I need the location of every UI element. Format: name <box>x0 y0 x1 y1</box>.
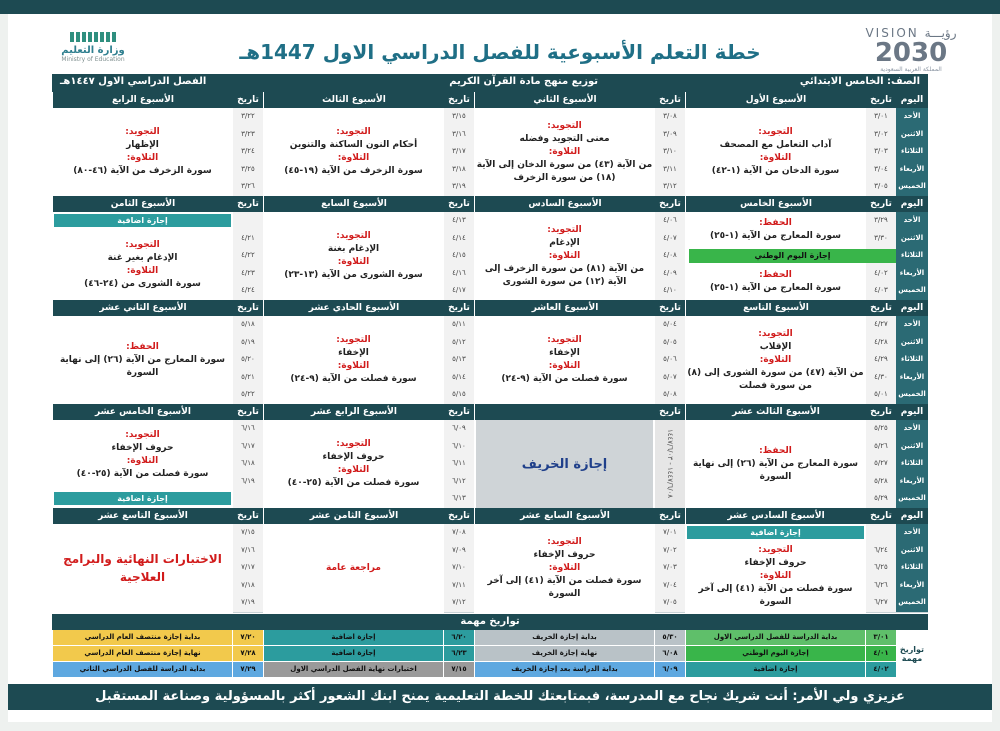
content-line: التلاوة: <box>548 361 581 371</box>
national-day-bar: إجازة اليوم الوطني <box>689 249 896 263</box>
important-date: ٦/٢٣ <box>444 646 474 661</box>
date-cell <box>233 212 263 231</box>
date-cell: ٥/٠٨ <box>655 386 685 405</box>
week-title: الأسبوع السابع <box>264 196 444 212</box>
day-header: اليوم <box>896 404 928 420</box>
important-date: ٣/٠١ <box>866 630 896 645</box>
date-cell: ٤/٠٦ <box>655 212 685 231</box>
date-cell: ٦/١٧ <box>233 438 263 457</box>
day-name: الأحد <box>896 524 928 543</box>
date-cell: ٣/١٠ <box>655 143 685 162</box>
date-cell: ٥/٢٨ <box>866 473 896 492</box>
content-line: سورة فصلت من الآية (٢٥-٤٠) <box>287 478 420 488</box>
important-date: ٦/٠٨ <box>655 646 685 661</box>
date-cell: ٥/٠١ <box>866 386 896 405</box>
content-line: التجويد: <box>125 239 160 250</box>
content-line: حروف الإخفاء <box>744 558 807 569</box>
date-cell: ٣/٢٩ <box>866 212 896 231</box>
content-line: سورة الشورى من (٢٤-٤٦) <box>84 278 201 289</box>
content-line: الإقلاب <box>759 341 792 352</box>
ministry-emblem-icon <box>48 32 138 42</box>
week-content <box>687 265 864 300</box>
date-cell: ٦/١١ <box>444 455 474 474</box>
important-date: ٧/١٥ <box>444 662 474 677</box>
date-header: تاريخ <box>443 404 474 420</box>
weekly-plan-grid <box>52 74 928 673</box>
content-line: الإدغام بغنة <box>327 244 380 254</box>
day-name: الاثنين <box>896 126 928 145</box>
day-header: اليوم <box>896 92 928 108</box>
date-cell: ٣/٠١ <box>866 108 896 127</box>
date-cell: ٣/٠٤ <box>866 161 896 180</box>
vision-year: 2030 <box>874 38 948 68</box>
date-cell: ٣/١٦ <box>444 126 474 145</box>
content-line: التجويد: <box>758 127 793 137</box>
date-cell: ٤/٢٢ <box>233 247 263 266</box>
important-date: ٤/٠٢ <box>866 662 896 677</box>
date-cell: ٤/٣٠ <box>866 369 896 388</box>
date-cell: ٥/٢٩ <box>866 490 896 509</box>
week-title: الأسبوع الثالث <box>264 92 444 108</box>
date-cell: ٧/١٦ <box>233 542 263 561</box>
date-header: تاريخ <box>865 300 896 316</box>
content-line: حروف الإخفاء <box>111 443 174 454</box>
date-cell: ٤/٢٩ <box>866 351 896 370</box>
date-cell: ٧/١٥ <box>233 524 263 543</box>
date-cell: ٥/٠٥ <box>655 334 685 353</box>
date-cell: ٤/٢٤ <box>233 282 263 301</box>
day-name: الأحد <box>896 108 928 127</box>
vision-sub: المملكة العربية السعودية <box>880 66 942 73</box>
date-cell: ٦/٢٥ <box>866 559 896 578</box>
date-cell: ٦/٢٤ <box>866 542 896 561</box>
day-name: الأربعاء <box>896 161 928 180</box>
week-title: الأسبوع التاسع عشر <box>53 508 233 524</box>
content-line: من الآية (٨١) من سورة الزخرف إلى الآية (١٢) من سورة الشورى <box>484 263 645 287</box>
date-header: تاريخ <box>232 196 263 212</box>
top-bar <box>0 0 1000 14</box>
autumn-holiday-dates: ١٤٤٧/٦/٠٨ - ١٤٤٧/٦/٠٣ <box>655 420 685 508</box>
week-content <box>265 212 442 300</box>
date-cell: ٦/٢٦ <box>866 577 896 596</box>
date-cell: ٥/٢١ <box>233 369 263 388</box>
week-content <box>687 542 864 612</box>
content-line: الحفظ: <box>759 217 792 228</box>
content-line: التجويد: <box>547 120 582 131</box>
day-name: الاثنين <box>896 230 928 249</box>
week-content <box>687 420 864 508</box>
week-title: الأسبوع الثاني <box>475 92 655 108</box>
week-content <box>687 108 864 196</box>
content-line: التجويد: <box>336 127 371 137</box>
date-cell: ٣/٠٩ <box>655 126 685 145</box>
date-header: تاريخ <box>654 404 685 420</box>
date-header: تاريخ <box>865 92 896 108</box>
date-cell: ٥/٠٧ <box>655 369 685 388</box>
week-title: الأسبوع التاسع <box>686 300 866 316</box>
day-name: الأحد <box>896 212 928 231</box>
date-header: تاريخ <box>443 508 474 524</box>
important-event: نهاية إجازة منتصف العام الدراسي <box>53 646 232 661</box>
week-content <box>54 108 231 196</box>
date-cell: ٧/٠١ <box>655 524 685 543</box>
week-content <box>265 420 442 508</box>
date-cell: ٥/١٨ <box>233 316 263 335</box>
date-header: تاريخ <box>865 196 896 212</box>
week-title: الأسبوع العاشر <box>475 300 655 316</box>
date-cell: ٦/١٨ <box>233 455 263 474</box>
day-name: الاثنين <box>896 438 928 457</box>
date-cell: ٣/٢٣ <box>233 126 263 145</box>
date-cell: ٣/١٢ <box>655 178 685 197</box>
important-event: بداية الدراسة للفصل الدراسي الثاني <box>53 662 232 677</box>
content-line: التجويد: <box>758 328 793 339</box>
ministry-en: Ministry of Education <box>61 56 125 63</box>
week-title: الأسبوع السابع عشر <box>475 508 655 524</box>
date-cell: ٧/١٠ <box>444 559 474 578</box>
date-cell: ٤/٢٣ <box>233 265 263 284</box>
week-content <box>476 524 653 612</box>
content-line: التجويد: <box>758 545 793 556</box>
ministry-ar: وزارة التعليم <box>61 45 125 56</box>
date-cell: ٦/١٢ <box>444 473 474 492</box>
important-date: ٧/٢٨ <box>233 646 263 661</box>
content-line: التلاوة: <box>759 571 792 582</box>
date-cell: ٤/١٥ <box>444 247 474 266</box>
week-title: الأسبوع الخامس <box>686 196 866 212</box>
day-name: الخميس <box>896 178 928 197</box>
date-cell: ٥/١٢ <box>444 334 474 353</box>
content-line: حروف الإخفاء <box>533 549 596 560</box>
content-line: التجويد: <box>336 439 371 449</box>
date-cell: ٣/٠٨ <box>655 108 685 127</box>
footer-message: عزيزي ولي الأمر: أنت شريك نجاح مع المدرسة، فبمتابعتك للخطة التعليمية يمنح ابنك الشعور أكثر بالمسؤولية وصناعة المستقبل <box>8 684 992 710</box>
date-cell: ٣/١٥ <box>444 108 474 127</box>
day-name: الأحد <box>896 316 928 335</box>
date-cell: ٥/١١ <box>444 316 474 335</box>
day-name: الاثنين <box>896 334 928 353</box>
day-name: الخميس <box>896 386 928 405</box>
content-line: سورة فصلت من الآية (٩-٢٤) <box>501 374 628 384</box>
content-line: التلاوة: <box>548 250 581 261</box>
important-dates-label: تواريخ مهمة <box>896 630 928 678</box>
date-header: تاريخ <box>654 508 685 524</box>
term-label: الفصل الدراسي الاول ١٤٤٧هـ <box>60 76 207 87</box>
date-cell: ٣/٠٢ <box>866 126 896 145</box>
content-line: سورة المعارج من الآية (١-٢٥) <box>710 283 841 294</box>
day-name: الأحد <box>896 420 928 439</box>
date-header: تاريخ <box>443 196 474 212</box>
date-cell: ٤/١٤ <box>444 230 474 249</box>
date-cell: ٣/٢٥ <box>233 161 263 180</box>
date-cell: ٦/١٣ <box>444 490 474 509</box>
day-name: الثلاثاء <box>896 455 928 474</box>
content-line: التلاوة: <box>548 146 581 157</box>
date-cell: ٤/١٠ <box>655 282 685 301</box>
date-header: تاريخ <box>443 92 474 108</box>
important-event: إجازة اليوم الوطني <box>686 646 865 661</box>
important-date: ٥/٣٠ <box>655 630 685 645</box>
important-event: بداية الدراسة للفصل الدراسي الاول <box>686 630 865 645</box>
date-cell: ٧/١٨ <box>233 577 263 596</box>
content-line: حروف الإخفاء <box>322 452 385 462</box>
date-cell: ٥/٠٤ <box>655 316 685 335</box>
date-cell: ٤/٠٨ <box>655 247 685 266</box>
date-header: تاريخ <box>654 92 685 108</box>
content-line: سورة الزخرف من الآية (٤٦-٨٠) <box>73 166 212 176</box>
date-cell: ٧/٠٤ <box>655 577 685 596</box>
week-content <box>265 108 442 196</box>
week-content <box>265 524 442 612</box>
date-cell <box>866 524 896 543</box>
vision-en: VISION <box>865 26 919 40</box>
date-cell: ٣/٠٣ <box>866 143 896 162</box>
important-event: إجازة اضافية <box>264 630 443 645</box>
date-cell <box>233 490 263 509</box>
content-line: الإخفاء <box>338 348 369 358</box>
day-name: الثلاثاء <box>896 143 928 162</box>
important-date: ٦/٢٠ <box>444 630 474 645</box>
date-cell: ٥/١٩ <box>233 334 263 353</box>
important-date: ٧/٢٩ <box>233 662 263 677</box>
important-event: نهاية إجازة الخريف <box>475 646 654 661</box>
date-cell: ٦/٢٧ <box>866 594 896 613</box>
extra-holiday-bar: إجازة اضافية <box>54 214 231 227</box>
date-cell: ٦/١٦ <box>233 420 263 439</box>
subject-label: توزيع منهج مادة القرآن الكريم <box>449 76 598 87</box>
content-line: الإخفاء <box>549 348 580 358</box>
content-line: سورة الدخان من الآية (١-٤٢) <box>711 166 840 176</box>
content-line: سورة فصلت من الآية (٩-٢٤) <box>290 374 417 384</box>
day-header: اليوم <box>896 300 928 316</box>
ministry-logo <box>48 32 138 77</box>
day-header: اليوم <box>896 508 928 524</box>
date-cell: ٧/٠٣ <box>655 559 685 578</box>
date-cell: ٧/١٩ <box>233 594 263 613</box>
day-name: الخميس <box>896 282 928 301</box>
date-cell: ٤/٠٩ <box>655 265 685 284</box>
content-line: الإظهار <box>126 140 159 150</box>
week-title: الأسبوع الثاني عشر <box>53 300 233 316</box>
important-event: بداية إجازة منتصف العام الدراسي <box>53 630 232 645</box>
content-line: التجويد: <box>336 231 371 241</box>
content-line: أحكام النون الساكنة والتنوين <box>289 140 418 150</box>
date-cell: ٥/٢٢ <box>233 386 263 405</box>
content-line: التجويد: <box>336 335 371 345</box>
date-cell: ٤/١٣ <box>444 212 474 231</box>
date-cell: ٥/١٥ <box>444 386 474 405</box>
date-cell: ٥/٢٦ <box>866 438 896 457</box>
content-line: التلاوة: <box>126 265 159 276</box>
date-cell: ٣/٣٠ <box>866 230 896 249</box>
day-name: الأربعاء <box>896 577 928 596</box>
week-title <box>475 404 655 420</box>
content-line: التلاوة: <box>548 562 581 573</box>
date-header: تاريخ <box>232 404 263 420</box>
week-title: الأسبوع الحادي عشر <box>264 300 444 316</box>
day-name: الاثنين <box>896 542 928 561</box>
week-content <box>54 230 231 300</box>
date-header: تاريخ <box>232 300 263 316</box>
content-line: سورة فصلت من الآية (٤١) إلى آخر السورة <box>698 584 853 608</box>
date-cell: ٥/٠٦ <box>655 351 685 370</box>
content-line: الاختبارات النهائية والبرامج العلاجية <box>63 552 222 584</box>
content-line: من الآية (٤٧) من سورة الشورى إلى (٨) من سورة فصلت <box>687 367 864 391</box>
content-line: التجويد: <box>547 536 582 547</box>
week-title: الأسبوع الرابع <box>53 92 233 108</box>
content-line: سورة المعارج من الآية (٢٦) إلى نهاية السورة <box>59 354 226 378</box>
important-dates-title: تواريخ مهمة <box>52 614 928 630</box>
date-cell: ٤/٢٨ <box>866 334 896 353</box>
date-cell: ٧/٠٢ <box>655 542 685 561</box>
date-header: تاريخ <box>654 196 685 212</box>
content-line: الحفظ: <box>759 445 792 456</box>
date-cell: ٥/٢٥ <box>866 420 896 439</box>
date-header: تاريخ <box>865 508 896 524</box>
content-line: سورة فصلت من الآية (٤١) إلى آخر السورة <box>487 575 642 599</box>
date-cell: ٣/٠٥ <box>866 178 896 197</box>
content-line: الإدغام بغير غنة <box>107 252 178 263</box>
content-line: التلاوة: <box>337 465 370 475</box>
date-header: تاريخ <box>232 508 263 524</box>
date-header: تاريخ <box>232 92 263 108</box>
date-cell: ٧/٠٩ <box>444 542 474 561</box>
autumn-holiday-box: إجازة الخريف <box>476 420 653 508</box>
date-cell: ٥/١٤ <box>444 369 474 388</box>
date-cell: ٥/٢٧ <box>866 455 896 474</box>
date-cell: ٦/٠٩ <box>444 420 474 439</box>
week-title: الأسبوع الرابع عشر <box>264 404 444 420</box>
date-cell: ٣/٢٤ <box>233 143 263 162</box>
content-line: الحفظ: <box>126 341 159 352</box>
week-title: الأسبوع الثالث عشر <box>686 404 866 420</box>
content-line: سورة المعارج من الآية (٢٦) إلى نهاية السورة <box>692 458 859 482</box>
day-name: الخميس <box>896 594 928 613</box>
date-cell: ٤/٠٢ <box>866 265 896 284</box>
important-event: إجازة اضافية <box>686 662 865 677</box>
week-title: الأسبوع الثامن <box>53 196 233 212</box>
important-event: بداية الدراسة بعد إجازة الخريف <box>475 662 654 677</box>
page-title: خطة التعلم الأسبوعية للفصل الدراسي الاول 1447هـ <box>239 40 761 64</box>
content-line: التلاوة: <box>337 257 370 267</box>
grade-label: الصف: الخامس الابتدائي <box>799 76 920 87</box>
content-line: التلاوة: <box>337 153 370 163</box>
week-title: الأسبوع الخامس عشر <box>53 404 233 420</box>
week-content <box>265 316 442 404</box>
content-line: التلاوة: <box>126 456 159 467</box>
content-line: التلاوة: <box>759 153 792 163</box>
content-line: سورة الشورى من الآية (١٣-٢٣) <box>284 270 423 280</box>
week-content <box>54 524 231 612</box>
info-row <box>52 74 928 92</box>
date-cell: ٣/٢٦ <box>233 178 263 197</box>
vision-2030-logo <box>846 26 976 76</box>
week-content <box>54 420 231 490</box>
content-line: آداب التعامل مع المصحف <box>719 140 832 150</box>
week-title: الأسبوع الثامن عشر <box>264 508 444 524</box>
content-line: التلاوة: <box>759 354 792 365</box>
extra-holiday-bar: إجازة اضافية <box>54 492 231 505</box>
day-header: اليوم <box>896 196 928 212</box>
extra-holiday-bar: إجازة اضافية <box>687 526 864 539</box>
important-event: إجازة اضافية <box>264 646 443 661</box>
week-content <box>687 316 864 404</box>
date-cell: ٣/١٧ <box>444 143 474 162</box>
content-line: التجويد: <box>125 430 160 441</box>
content-line: سورة فصلت من الآية (٢٥-٤٠) <box>76 469 209 480</box>
date-cell: ٤/٢١ <box>233 230 263 249</box>
day-name: الأربعاء <box>896 369 928 388</box>
content-line: سورة المعارج من الآية (١-٢٥) <box>710 230 841 241</box>
date-cell: ٥/١٣ <box>444 351 474 370</box>
date-cell: ٥/٢٠ <box>233 351 263 370</box>
content-line: التجويد: <box>547 224 582 235</box>
content-line: من الآية (٤٣) من سورة الدخان إلى الآية (١٨) من سورة الزخرف <box>476 159 653 183</box>
day-name: الثلاثاء <box>896 351 928 370</box>
week-title: الأسبوع السادس عشر <box>686 508 866 524</box>
date-header: تاريخ <box>654 300 685 316</box>
day-name: الأربعاء <box>896 473 928 492</box>
date-cell: ٣/١٩ <box>444 178 474 197</box>
date-cell: ٧/١١ <box>444 577 474 596</box>
important-date: ٦/٠٩ <box>655 662 685 677</box>
date-cell: ٧/١٧ <box>233 559 263 578</box>
content-line: الإدغام <box>549 237 580 248</box>
week-content <box>476 212 653 300</box>
content-line: مراجعة عامة <box>326 562 381 573</box>
date-cell: ٣/٢٢ <box>233 108 263 127</box>
content-line: التجويد: <box>547 335 582 345</box>
date-cell: ٧/١٢ <box>444 594 474 613</box>
important-event: اختبارات نهاية الفصل الدراسي الاول <box>264 662 443 677</box>
day-name: الخميس <box>896 490 928 509</box>
content-line: التلاوة: <box>126 153 159 163</box>
week-content <box>476 108 653 196</box>
week-content <box>687 212 864 247</box>
content-line: التجويد: <box>125 127 160 137</box>
date-cell: ٤/٢٧ <box>866 316 896 335</box>
content-line: التلاوة: <box>337 361 370 371</box>
date-cell: ٤/٠٣ <box>866 282 896 301</box>
date-cell: ٧/٠٥ <box>655 594 685 613</box>
date-cell: ٣/١١ <box>655 161 685 180</box>
important-date: ٤/٠١ <box>866 646 896 661</box>
day-name: الأربعاء <box>896 265 928 284</box>
week-title: الأسبوع الأول <box>686 92 866 108</box>
date-cell: ٤/١٧ <box>444 282 474 301</box>
week-content <box>54 316 231 404</box>
week-content <box>476 316 653 404</box>
content-line: سورة الزخرف من الآية (١٩-٤٥) <box>284 166 423 176</box>
day-name: الثلاثاء <box>896 559 928 578</box>
content-line: معنى التجويد وفضله <box>519 133 610 144</box>
week-title: الأسبوع السادس <box>475 196 655 212</box>
content-line: الحفظ: <box>759 270 792 281</box>
important-date: ٧/٢٠ <box>233 630 263 645</box>
date-header: تاريخ <box>443 300 474 316</box>
date-cell: ٤/١٦ <box>444 265 474 284</box>
important-event: بداية إجازة الخريف <box>475 630 654 645</box>
vision-ar: رؤيـــة <box>924 26 957 40</box>
date-cell: ٧/٠٨ <box>444 524 474 543</box>
date-cell: ٦/١٩ <box>233 473 263 492</box>
date-cell: ٤/٠٧ <box>655 230 685 249</box>
date-header: تاريخ <box>865 404 896 420</box>
date-cell: ٣/١٨ <box>444 161 474 180</box>
day-name: الثلاثاء <box>896 247 928 266</box>
date-cell: ٦/١٠ <box>444 438 474 457</box>
